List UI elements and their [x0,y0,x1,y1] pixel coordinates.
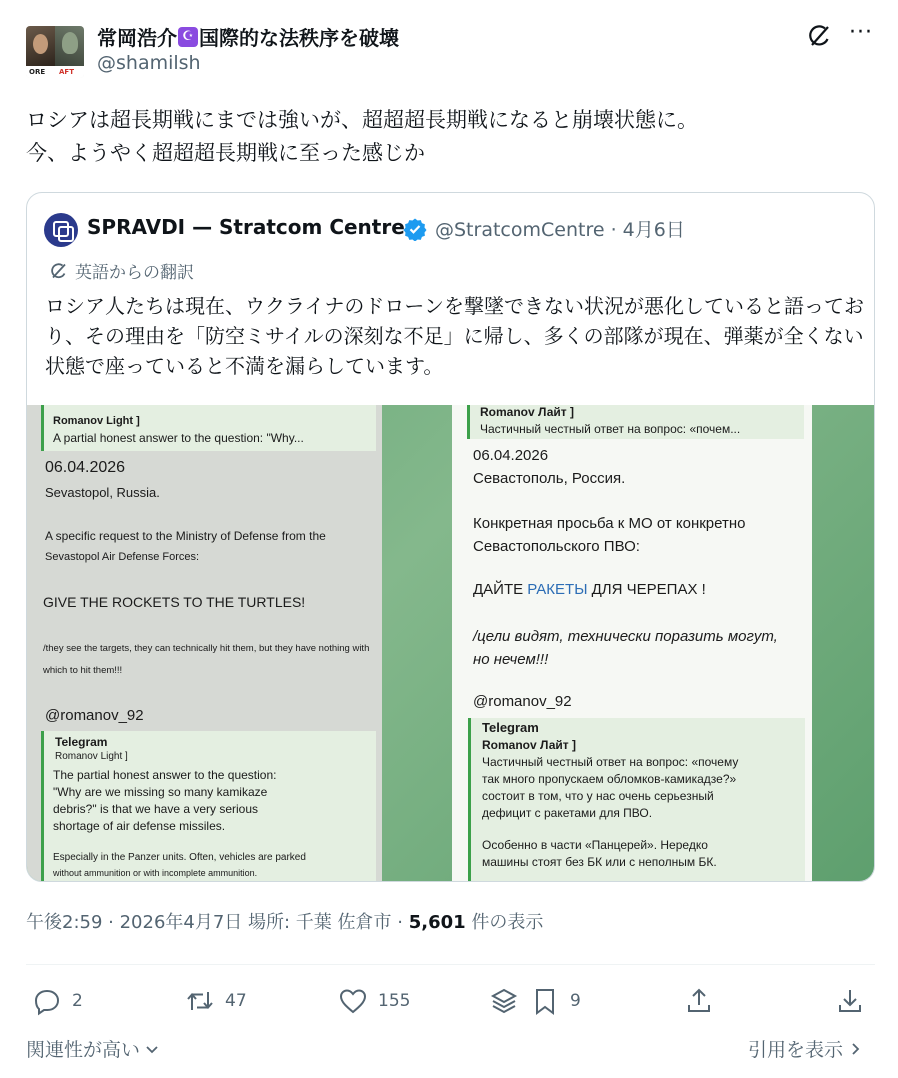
avatar-right-face [62,32,78,54]
quote-image[interactable] [27,405,875,882]
left-answer3: debris?" is that we have a very serious [53,802,259,816]
tweet-text: ロシアは超長期戦にまでは強いが、超超超長期戦になると崩壊状態に。 今、ようやく超超超長期戦に至った感じか [26,108,698,165]
left-see2: which to hit them!!! [43,665,123,676]
author-name-part2: 国際的な法秩序を破壊 [199,26,399,50]
more-dots-icon: ··· [849,20,873,45]
share-button[interactable] [684,985,714,1017]
right-give [473,581,706,598]
verified-badge-icon [403,217,427,241]
view-quotes-link[interactable] [748,1035,863,1062]
author-display-name[interactable] [97,22,399,51]
right-telegram: Telegram [482,720,539,735]
left-give: GIVE THE ROCKETS TO THE TURTLES! [43,594,306,610]
left-see1: /they see the targets, they can technically hit them, but they have nothing with [43,643,370,654]
right-panzer1: Особенно в части «Панцерей». Нередко [482,838,708,852]
right-req1: Конкретная просьба к МО от конкретно [473,515,746,532]
right-place: Севастополь, Россия. [473,470,626,487]
image-right-panel [452,405,812,882]
translation-indicator[interactable] [49,258,194,283]
sort-label: 関連性が高い [26,1039,141,1061]
repost-icon [185,986,215,1016]
like-count: 155 [378,991,411,1011]
translate-button[interactable] [806,22,834,50]
grok-button[interactable] [489,985,519,1017]
avatar-left-face [33,34,48,54]
right-tg-name: Romanov Лайт ] [482,738,576,752]
right-answer1: Частичный честный ответ на вопрос: «почему [482,755,739,769]
layers-icon [489,986,519,1016]
left-answer4: shortage of air defense missiles. [53,819,226,833]
view-count: 5,601 [408,912,466,933]
right-answer4: дефицит с ракетами для ПВО. [482,806,653,820]
quoted-tweet[interactable] [26,192,875,882]
tweet-timestamp[interactable] [26,908,543,934]
translate-icon [806,22,834,50]
right-panzer2: машины стоят без БК или с неполным БК. [482,855,717,869]
left-req2: Sevastopol Air Defense Forces: [45,551,200,563]
download-button[interactable] [835,985,865,1017]
right-give-a: ДАЙТЕ [473,581,528,598]
bookmark-button[interactable] [530,985,581,1017]
right-see2: но нечем!!! [473,651,549,668]
right-tag1: Romanov Лайт ] [480,405,574,419]
right-tag2: Частичный честный ответ на вопрос: «почем... [480,422,741,436]
bookmark-icon [530,986,560,1016]
right-answer2: так много пропускаем обломков-камикадзе?» [482,772,737,786]
left-author: @romanov_92 [45,707,144,724]
quote-author-name[interactable]: SPRAVDI — Stratcom Centre [87,215,405,239]
like-button[interactable] [338,985,410,1017]
author-avatar[interactable] [26,26,84,78]
left-tag1: Romanov Light ] [53,415,140,427]
left-tg-name: Romanov Light ] [55,751,128,762]
avatar-caption-left: ORE [29,68,46,76]
quote-avatar[interactable] [44,213,78,247]
left-telegram: Telegram [55,735,108,749]
sort-replies-dropdown[interactable] [26,1035,160,1062]
author-name-part1: 常岡浩介 [97,26,177,50]
reply-icon [32,986,62,1016]
left-place: Sevastopol, Russia. [45,485,160,500]
translate-icon [49,261,69,281]
author-handle[interactable]: @shamilsh [97,52,201,74]
share-icon [684,986,714,1016]
translation-label: 英語からの翻訳 [75,263,194,283]
right-answer3: состоит в том, что у нас очень серьезный [482,789,714,803]
quote-handle-date[interactable]: @StratcomCentre · 4月6日 [435,219,685,241]
divider [26,964,875,965]
right-see1: /цели видят, технически поразить могут, [473,628,778,645]
repost-button[interactable] [185,985,247,1017]
chevron-right-icon [847,1041,863,1057]
left-answer2: "Why are we missing so many kamikaze [53,785,268,799]
left-panzer2: without ammunition or with incomplete ammunition. [53,868,258,878]
quote-text: ロシア人たちは現在、ウクライナのドローンを撃墜できない状況が悪化していると語っており、その理由を「防空ミサイルの深刻な不足」に帰し、多くの部隊が現在、弾薬が全くない状態で座っていると不満を漏らしています。 [45,294,864,378]
avatar-caption-right: AFT [59,68,74,76]
heart-icon [338,986,368,1016]
right-date: 06.04.2026 [473,447,549,464]
quotes-label: 引用を表示 [748,1039,844,1061]
view-suffix: 件の表示 [465,912,544,933]
bookmark-count: 9 [570,991,581,1011]
crescent-star-icon: ☪ [178,27,198,47]
right-req2: Севастопольского ПВО: [473,538,640,555]
timestamp-text: 午後2:59 · 2026年4月7日 場所: 千葉 佐倉市 · [26,912,409,933]
chevron-down-icon [144,1041,160,1057]
avatar-caption [26,66,84,78]
repost-count: 47 [225,991,247,1011]
image-left-panel [27,405,382,882]
reply-count: 2 [72,991,83,1011]
left-date: 06.04.2026 [45,459,126,476]
left-panzer1: Especially in the Panzer units. Often, vehicles are parked [53,852,306,863]
right-give-c: ДЛЯ ЧЕРЕПАХ ! [587,581,706,598]
reply-button[interactable] [32,985,83,1017]
more-options-button[interactable] [846,22,876,50]
left-answer1: The partial honest answer to the question: [53,768,277,782]
right-give-b: РАКЕТЫ [527,581,588,598]
right-author: @romanov_92 [473,693,572,710]
left-tag2: A partial honest answer to the question: "Why... [53,431,304,445]
left-req1: A specific request to the Ministry of Defense from the [45,529,326,543]
download-icon [835,986,865,1016]
